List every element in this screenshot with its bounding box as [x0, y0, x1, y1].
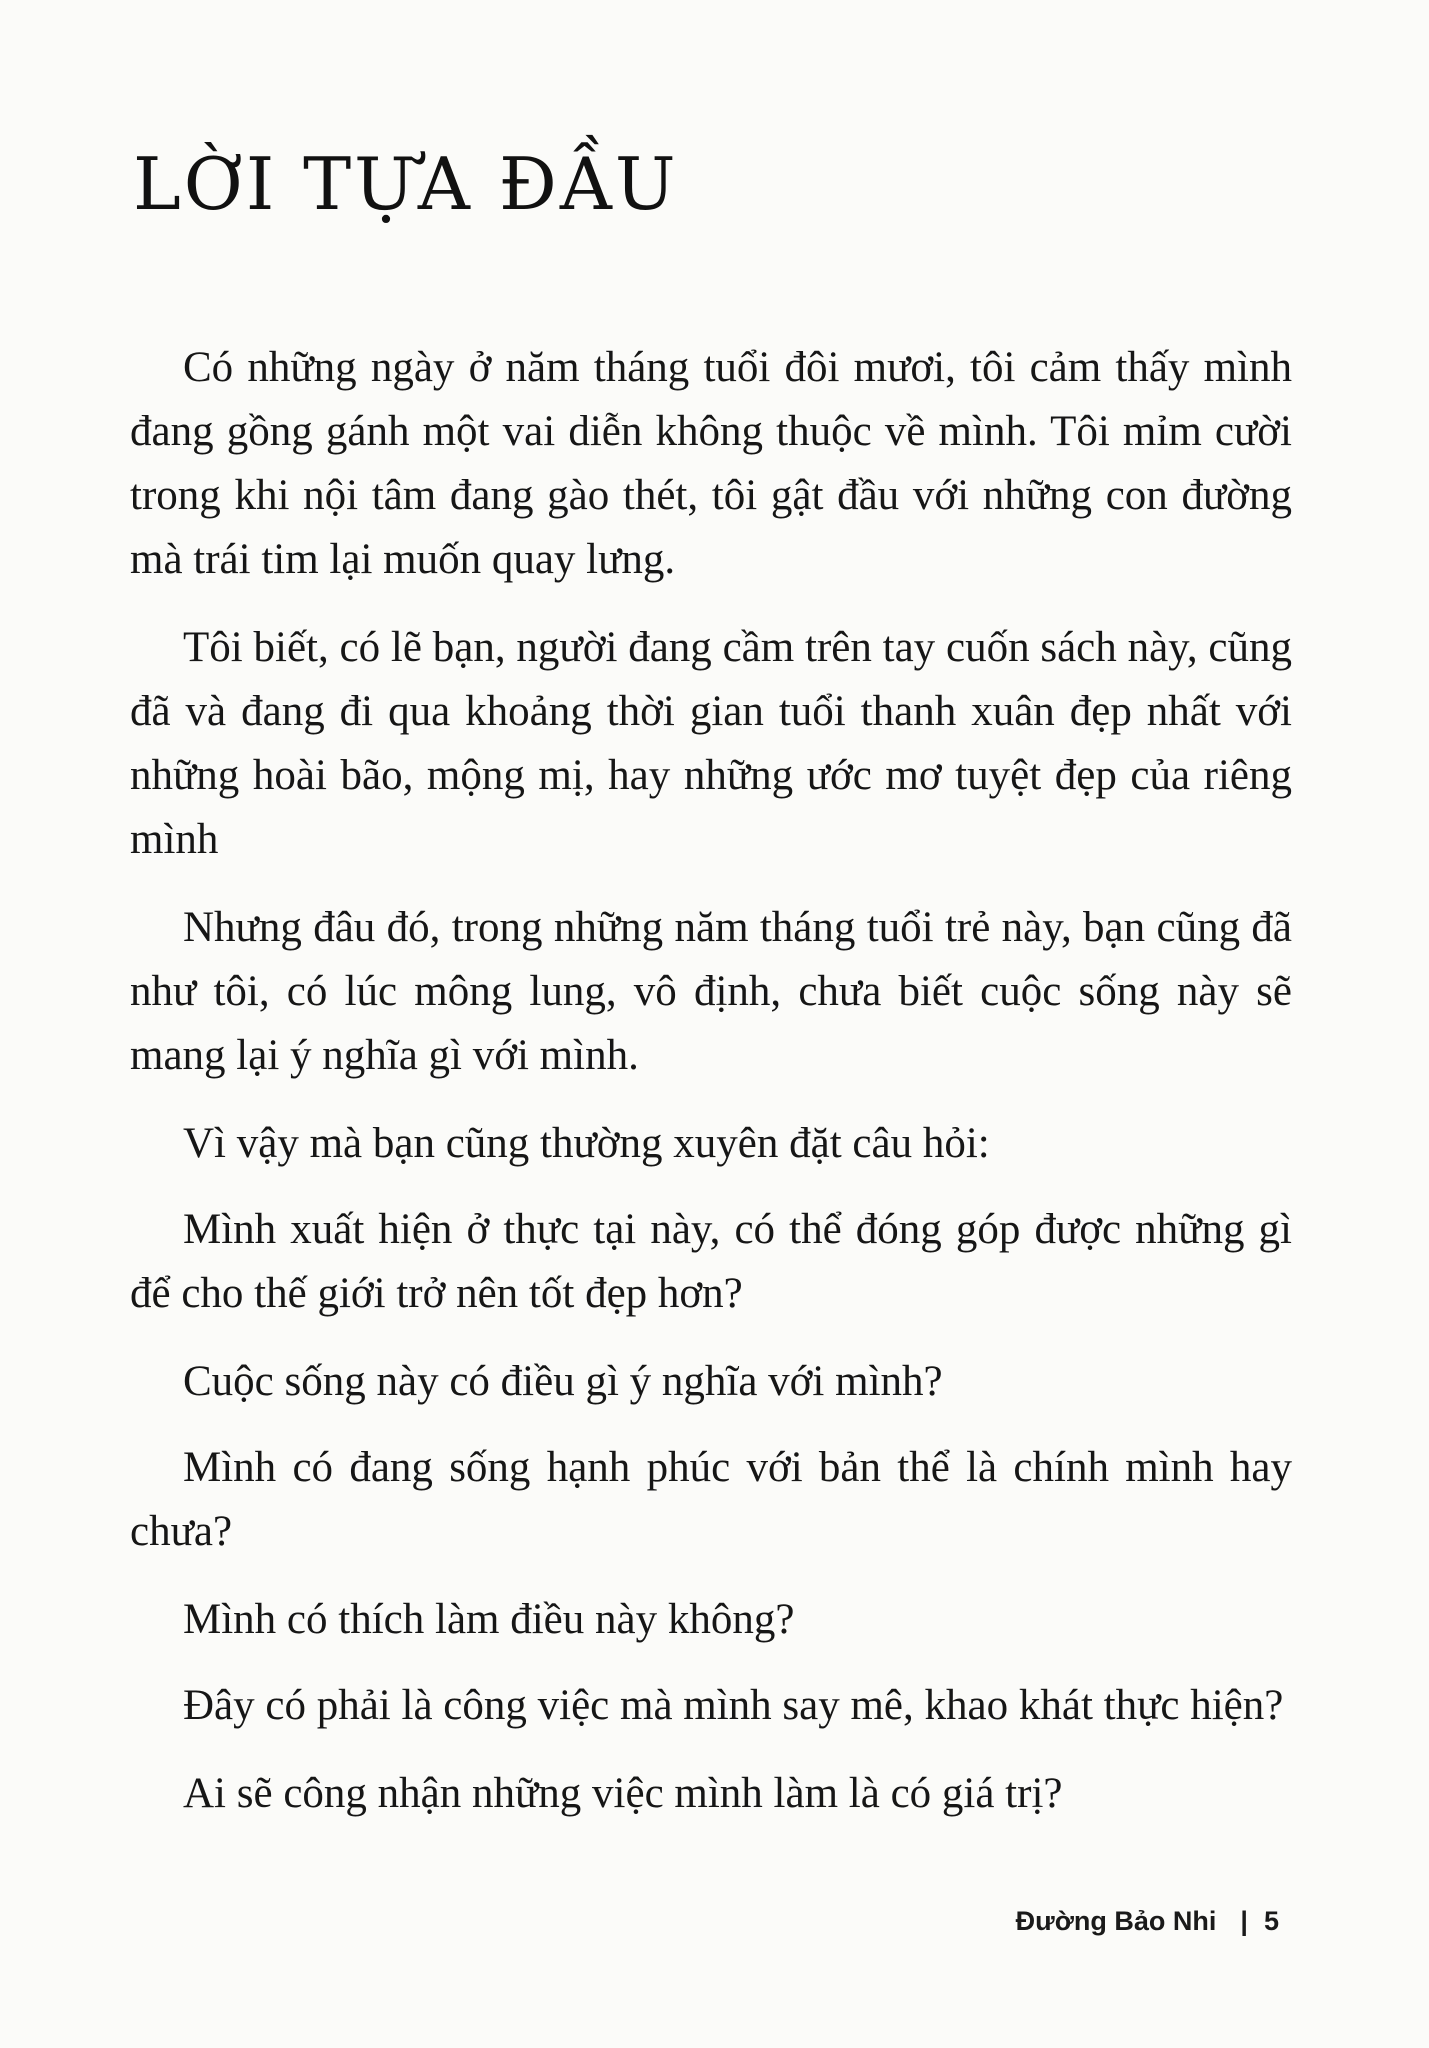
- paragraph: Có những ngày ở năm tháng tuổi đôi mươi, tôi cảm thấy mình đang gồng gánh một vai diễn không thuộc về mình. Tôi mỉm cười trong khi nội tâm đang gào thét, tôi gật đầu với những con đường mà trái tim lại muốn quay lưng.: [130, 344, 1292, 583]
- paragraph: Tôi biết, có lẽ bạn, người đang cầm trên tay cuốn sách này, cũng đã và đang đi qua khoảng thời gian tuổi thanh xuân đẹp nhất với những hoài bão, mộng mị, hay những ước mơ tuyệt đẹp của riêng mình: [130, 624, 1292, 863]
- chapter-title: LỜI TỰA ĐẦU: [133, 142, 679, 226]
- paragraph: Đây có phải là công việc mà mình say mê, khao khát thực hiện?: [183, 1682, 1284, 1729]
- footer-separator: |: [1240, 1906, 1248, 1936]
- page-footer: [1016, 1906, 1279, 1937]
- paragraph: Cuộc sống này có điều gì ý nghĩa với mình?: [183, 1358, 943, 1405]
- paragraph: Vì vậy mà bạn cũng thường xuyên đặt câu hỏi:: [183, 1120, 990, 1167]
- paragraph: Nhưng đâu đó, trong những năm tháng tuổi trẻ này, bạn cũng đã như tôi, có lúc mông lung, vô định, chưa biết cuộc sống này sẽ mang lại ý nghĩa gì với mình.: [130, 904, 1292, 1079]
- paragraph: Mình xuất hiện ở thực tại này, có thể đóng góp được những gì để cho thế giới trở nên tốt đẹp hơn?: [130, 1206, 1292, 1317]
- paragraph: Mình có đang sống hạnh phúc với bản thể là chính mình hay chưa?: [130, 1444, 1292, 1555]
- page-number: 5: [1263, 1906, 1279, 1936]
- paragraph: Mình có thích làm điều này không?: [183, 1596, 795, 1643]
- paragraph: Ai sẽ công nhận những việc mình làm là có giá trị?: [183, 1770, 1063, 1817]
- footer-author: Đường Bảo Nhi: [1015, 1906, 1217, 1936]
- body-text: [130, 336, 1292, 1850]
